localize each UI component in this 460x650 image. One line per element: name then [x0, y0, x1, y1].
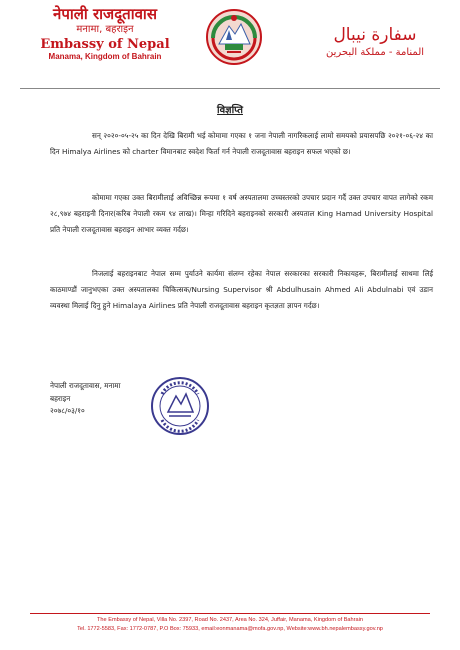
- footer-contact: Tel. 1772-5583, Fax: 1772-0787, P.O Box: 75933, email:eonmanama@mofa.gov.np, Website:www.bh.nepalembassy.gov.np: [77, 626, 383, 632]
- document-title: विज्ञप्ति: [217, 105, 243, 116]
- embassy-name-nepali: नेपाली राजदूतावास: [53, 5, 157, 23]
- embassy-location-nepali: मनामा, बहराइन: [76, 23, 134, 35]
- embassy-stamp-icon: [150, 376, 210, 436]
- header-left: [30, 6, 180, 62]
- embassy-name-english: Embassy of Nepal: [40, 36, 170, 52]
- signature-block: [50, 380, 120, 418]
- paragraph-2: कोमामा गएका उक्त बिरामीलाई अविच्छिन्न रूपमा १ वर्ष अस्पतालमा उच्चस्तरको उपचार प्रदान गर्दै उक्त उपचार वापत लागेको रकम २८,९७४ बहराइनी दिनार(करिब नेपाली रकम ९४ लाख)। मिन्हा गरिदिने बहराइनको सरकारी अस्पताल King Hamad University Hospital प्रति नेपाली राजदूतावास बहराइन आभार व्यक्त गर्दछ।: [50, 193, 433, 234]
- signature-date: २०७८/०३/१०: [50, 406, 85, 415]
- paragraph-1: सन् २०२०-०५-२५ का दिन देखि बिरामी भई कोमामा गएका १ जना नेपाली नागरिकलाई लामो समयको प्रयासपछि २०२१-०६-२४ का दिन Himalya Airlines को charter विमानबाट स्वदेश फिर्ता गर्न नेपाली राजदूतावास बहराइन सफल भएको छ।: [50, 131, 433, 156]
- header-right: [300, 24, 450, 59]
- footer-divider: [30, 613, 430, 614]
- signature-line-2: बहराइन: [50, 393, 71, 403]
- footer: [0, 616, 460, 634]
- header-divider: [20, 88, 440, 89]
- signature-line-1: नेपाली राजदूतावास, मनामा: [50, 381, 121, 390]
- embassy-name-arabic: سفارة نيبال: [333, 25, 417, 45]
- embassy-location-english: Manama, Kingdom of Bahrain: [48, 51, 162, 61]
- embassy-location-arabic: المنامة - مملكة البحرين: [325, 47, 425, 59]
- footer-address: The Embassy of Nepal, Villa No. 2397, Road No. 2437, Area No. 324, Juffair, Manama, Kingdom of Bahrain: [97, 617, 363, 623]
- nepal-emblem-icon: [205, 8, 263, 66]
- paragraph-3: निजलाई बहराइनबाट नेपाल सम्म पुर्याउने कार्यमा संलग्न रहेका नेपाल सरकारका सरकारी निकायहरू, बिरामीलाई साथमा लिई काठमाण्डौं जानुभएका उक्त अस्पतालका चिकित्सक/Nursing Supervisor श्री Abdulhusain Ahmed Ali Abdulnabi एवं उडान व्यवस्था मिलाई दिनु हुने Himalaya Airlines प्रति नेपाली राजदूतावास बहराइन कृतज्ञता ज्ञापन गर्दछ।: [50, 269, 433, 310]
